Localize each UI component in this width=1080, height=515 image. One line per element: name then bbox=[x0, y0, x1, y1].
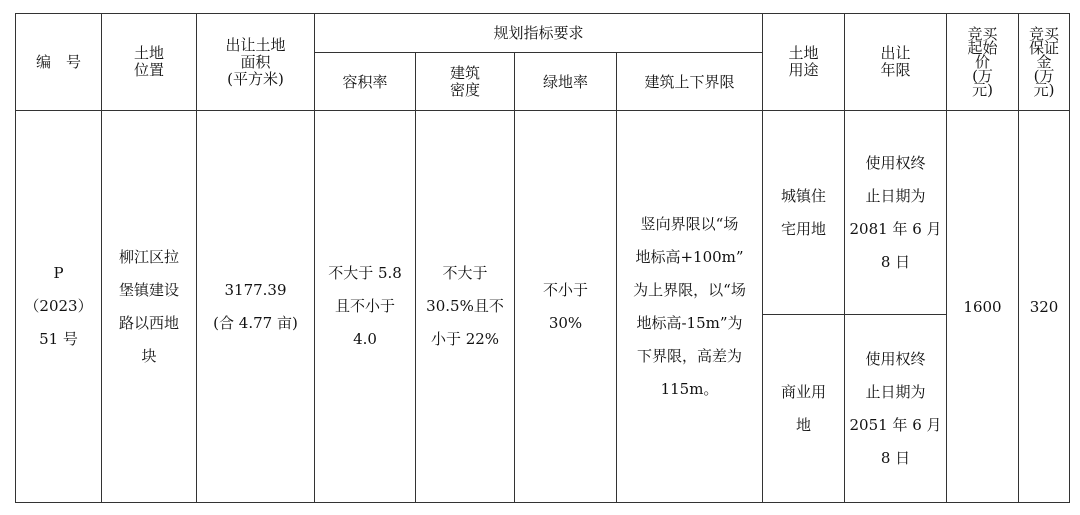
header-start-price: 竞买 起始 价 (万 元) bbox=[947, 14, 1019, 111]
cell-area: 3177.39 (合 4.77 亩) bbox=[197, 111, 315, 503]
cell-term-commercial: 使用权终 止日期为 2051 年 6 月 8 日 bbox=[845, 315, 947, 503]
header-green: 绿地率 bbox=[515, 53, 617, 111]
cell-term-residential: 使用权终 止日期为 2081 年 6 月 8 日 bbox=[845, 111, 947, 315]
header-deposit: 竞买 保证 金 (万 元) bbox=[1019, 14, 1070, 111]
cell-green: 不小于 30% bbox=[515, 111, 617, 503]
cell-start-price: 1600 bbox=[947, 111, 1019, 503]
header-planning: 规划指标要求 bbox=[315, 14, 763, 53]
header-use: 土地 用途 bbox=[763, 14, 845, 111]
cell-far: 不大于 5.8 且不小于 4.0 bbox=[315, 111, 416, 503]
cell-id: P（2023） 51 号 bbox=[16, 111, 102, 503]
cell-use-commercial: 商业用 地 bbox=[763, 315, 845, 503]
header-area: 出让土地 面积 (平方米) bbox=[197, 14, 315, 111]
header-density: 建筑 密度 bbox=[416, 53, 515, 111]
cell-density: 不大于 30.5%且不 小于 22% bbox=[416, 111, 515, 503]
cell-deposit: 320 bbox=[1019, 111, 1070, 503]
header-term: 出让 年限 bbox=[845, 14, 947, 111]
header-location: 土地 位置 bbox=[102, 14, 197, 111]
cell-use-residential: 城镇住 宅用地 bbox=[763, 111, 845, 315]
cell-height-limits: 竖向界限以“场 地标高+100m” 为上界限，以“场 地标高-15m”为 下界限，高差为 115m。 bbox=[617, 111, 763, 503]
cell-location: 柳江区拉 堡镇建设 路以西地 块 bbox=[102, 111, 197, 503]
header-far: 容积率 bbox=[315, 53, 416, 111]
header-height-limits: 建筑上下界限 bbox=[617, 53, 763, 111]
header-id: 编 号 bbox=[16, 14, 102, 111]
land-auction-table bbox=[15, 13, 1070, 503]
